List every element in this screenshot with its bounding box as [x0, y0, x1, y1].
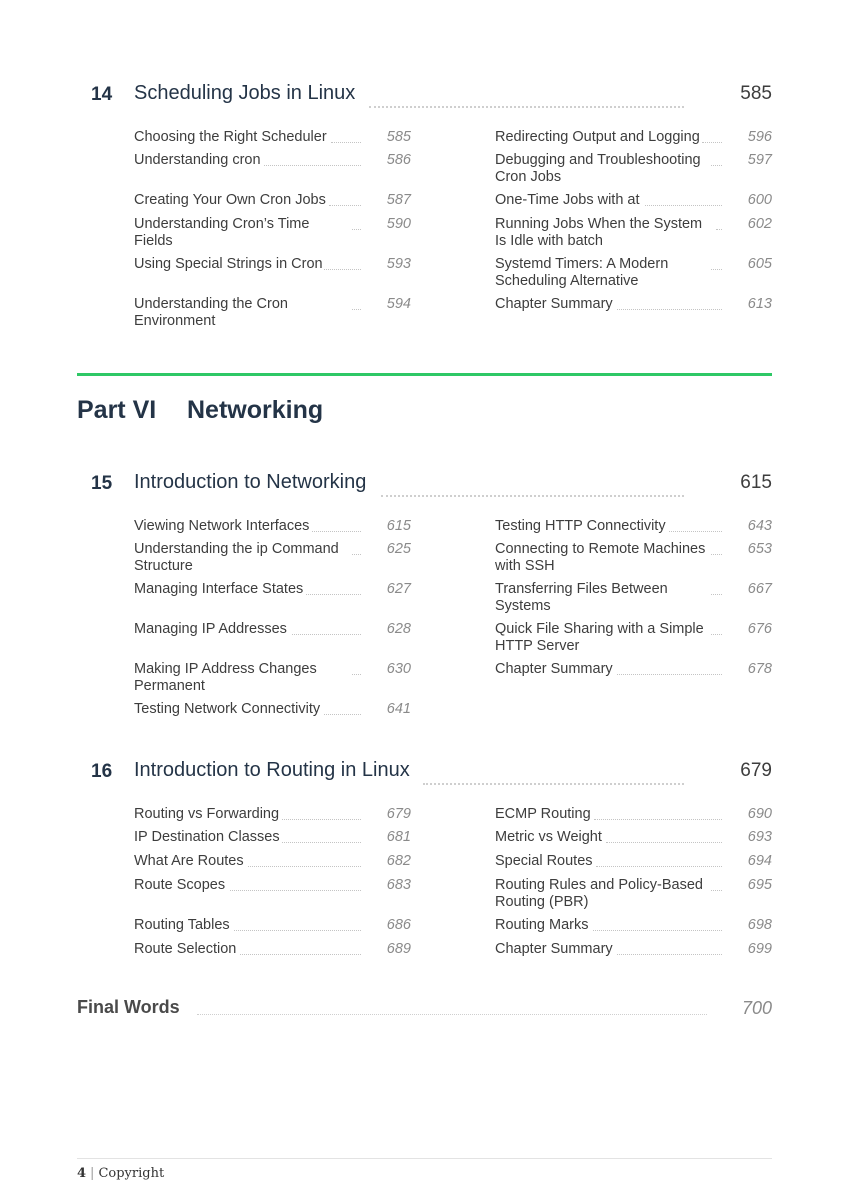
toc-entry[interactable] — [495, 256, 772, 289]
entry-title: Chapter Summary — [495, 941, 613, 957]
entry-title: Debugging and Troubleshooting Cron Jobs — [495, 152, 701, 185]
entry-title: One-Time Jobs with at — [495, 192, 640, 208]
entry-page: 596 — [747, 129, 772, 145]
entry-page: 682 — [386, 853, 411, 869]
entry-page: 627 — [386, 581, 411, 597]
entry-page: 587 — [386, 192, 411, 208]
entry-title: What Are Routes — [134, 853, 244, 869]
part-title: Networking — [187, 396, 324, 424]
entry-page: 586 — [386, 152, 411, 168]
dot-leader — [711, 890, 722, 891]
toc-entry[interactable] — [134, 941, 411, 958]
entry-page: 615 — [386, 518, 411, 534]
entry-title: Testing HTTP Connectivity — [495, 518, 666, 534]
page-footer — [77, 1166, 164, 1181]
toc-entry[interactable] — [495, 129, 772, 146]
toc-entry[interactable] — [134, 296, 411, 329]
entry-page: 667 — [747, 581, 772, 597]
entry-page: 678 — [747, 661, 772, 677]
entry-page: 643 — [747, 518, 772, 534]
dot-leader — [352, 309, 361, 310]
entry-title: Routing vs Forwarding — [134, 806, 280, 822]
chapter-15 — [77, 471, 772, 717]
entry-page: 625 — [386, 541, 411, 557]
dot-leader — [381, 495, 684, 497]
entry-page: 630 — [386, 661, 411, 677]
chapter-title: Introduction to Routing in Linux — [134, 759, 410, 781]
chapter-page: 585 — [740, 83, 772, 104]
part-label: Part VI — [77, 396, 157, 424]
toc-entry[interactable] — [134, 216, 411, 249]
chapter-number: 16 — [91, 761, 113, 782]
dot-leader — [292, 634, 361, 635]
entry-page: 594 — [386, 296, 411, 312]
dot-leader — [702, 142, 722, 143]
footer-label: Copyright — [98, 1166, 165, 1181]
chapter-page: 679 — [740, 760, 772, 781]
entry-page: 689 — [386, 941, 411, 957]
entry-page: 690 — [747, 806, 772, 822]
entry-page: 593 — [386, 256, 411, 272]
entry-title: Routing Marks — [495, 917, 589, 933]
dot-leader — [593, 930, 722, 931]
dot-leader — [352, 554, 361, 555]
dot-leader — [248, 866, 361, 867]
toc-entry[interactable] — [495, 192, 772, 209]
dot-leader — [324, 714, 361, 715]
entry-title: Chapter Summary — [495, 296, 613, 312]
dot-leader — [596, 866, 722, 867]
toc-entry[interactable] — [495, 621, 772, 654]
dot-leader — [234, 930, 361, 931]
entry-page: 613 — [747, 296, 772, 312]
dot-leader — [716, 229, 722, 230]
chapter-heading[interactable] — [77, 84, 772, 114]
chapter-title: Scheduling Jobs in Linux — [134, 82, 356, 104]
entry-page: 686 — [386, 917, 411, 933]
toc-entry[interactable] — [134, 806, 411, 823]
dot-leader — [352, 229, 361, 230]
toc-entry[interactable] — [134, 192, 411, 209]
chapter-page: 615 — [740, 472, 772, 493]
dot-leader — [617, 674, 722, 675]
dot-leader — [711, 594, 722, 595]
final-words-title: Final Words — [77, 997, 180, 1017]
chapter-14 — [77, 82, 772, 329]
entry-title: Choosing the Right Scheduler — [134, 129, 327, 145]
entry-page: 641 — [386, 701, 411, 717]
toc-entry[interactable] — [134, 581, 411, 598]
toc-entry[interactable] — [134, 853, 411, 870]
dot-leader — [606, 842, 722, 843]
toc-entry[interactable] — [495, 296, 772, 313]
dot-leader — [711, 269, 722, 270]
entry-title: Chapter Summary — [495, 661, 613, 677]
toc-entry[interactable] — [495, 877, 772, 910]
entry-title: Metric vs Weight — [495, 829, 602, 845]
dot-leader — [645, 205, 722, 206]
dot-leader — [230, 890, 361, 891]
entry-page: 653 — [747, 541, 772, 557]
entry-title: Quick File Sharing with a Simple HTTP Server — [495, 621, 704, 654]
entry-title: Understanding the ip Command Structure — [134, 541, 339, 574]
dot-leader — [423, 783, 684, 785]
final-words-entry[interactable] — [77, 997, 772, 1023]
entry-page: 590 — [386, 216, 411, 232]
entry-page: 600 — [747, 192, 772, 208]
chapter-16 — [77, 759, 772, 957]
toc-entry[interactable] — [134, 661, 411, 694]
toc-entry[interactable] — [134, 701, 411, 718]
toc-entry[interactable] — [134, 152, 411, 169]
entry-page: 683 — [386, 877, 411, 893]
entry-page: 694 — [747, 853, 772, 869]
entry-title: Managing IP Addresses — [134, 621, 287, 637]
chapter-heading[interactable] — [77, 473, 772, 503]
entry-title: ECMP Routing — [495, 806, 591, 822]
dot-leader — [282, 842, 361, 843]
entry-title: Understanding Cron’s Time Fields — [134, 216, 310, 249]
toc-entry[interactable] — [495, 541, 772, 574]
footer-divider — [77, 1158, 772, 1159]
dot-leader — [369, 106, 684, 108]
entry-title: Testing Network Connectivity — [134, 701, 321, 717]
dot-leader — [197, 1014, 707, 1015]
chapter-title: Introduction to Networking — [134, 471, 367, 493]
dot-leader — [264, 165, 361, 166]
entry-title: Systemd Timers: A Modern Scheduling Alternative — [495, 256, 669, 289]
part-heading — [77, 396, 323, 425]
chapter-heading[interactable] — [77, 761, 772, 791]
entry-title: Running Jobs When the System Is Idle with batch — [495, 216, 703, 249]
toc-entry[interactable] — [495, 152, 772, 185]
entry-title: Special Routes — [495, 853, 593, 869]
entry-page: 676 — [747, 621, 772, 637]
dot-leader — [240, 954, 361, 955]
toc-entry[interactable] — [134, 541, 411, 574]
toc-entry[interactable] — [495, 661, 772, 678]
toc-entry[interactable] — [134, 518, 411, 535]
dot-leader — [617, 954, 722, 955]
entry-page: 602 — [747, 216, 772, 232]
dot-leader — [594, 819, 722, 820]
toc-entry[interactable] — [134, 829, 411, 846]
dot-leader — [711, 634, 722, 635]
entry-title: Transferring Files Between Systems — [495, 581, 668, 614]
entry-title: Understanding the Cron Environment — [134, 296, 288, 329]
toc-entry[interactable] — [495, 829, 772, 846]
entry-page: 693 — [747, 829, 772, 845]
toc-entry[interactable] — [495, 806, 772, 823]
dot-leader — [282, 819, 361, 820]
entry-title: Routing Rules and Policy-Based Routing (PBR) — [495, 877, 703, 910]
chapter-number: 15 — [91, 473, 113, 494]
entry-title: Viewing Network Interfaces — [134, 518, 310, 534]
entry-title: Route Selection — [134, 941, 237, 957]
entry-title: Routing Tables — [134, 917, 230, 933]
footer-page-number: 4 — [77, 1166, 87, 1181]
toc-entry[interactable] — [134, 877, 411, 894]
dot-leader — [352, 674, 361, 675]
dot-leader — [312, 531, 361, 532]
toc-entry[interactable] — [134, 129, 411, 146]
toc-entry[interactable] — [495, 917, 772, 934]
toc-entry[interactable] — [495, 518, 772, 535]
entry-title: Route Scopes — [134, 877, 226, 893]
toc-entry[interactable] — [495, 853, 772, 870]
entry-title: Redirecting Output and Logging — [495, 129, 700, 145]
toc-entry[interactable] — [134, 917, 411, 934]
dot-leader — [617, 309, 722, 310]
final-words-page: 700 — [741, 998, 772, 1018]
entry-page: 681 — [386, 829, 411, 845]
toc-entry[interactable] — [134, 256, 411, 273]
entry-page: 585 — [386, 129, 411, 145]
dot-leader — [711, 165, 722, 166]
entry-title: Using Special Strings in Cron — [134, 256, 323, 272]
entry-page: 699 — [747, 941, 772, 957]
toc-entry[interactable] — [134, 621, 411, 638]
entry-page: 698 — [747, 917, 772, 933]
footer-separator: | — [90, 1166, 95, 1181]
entry-title: Creating Your Own Cron Jobs — [134, 192, 326, 208]
entry-page: 628 — [386, 621, 411, 637]
dot-leader — [669, 531, 722, 532]
dot-leader — [331, 142, 361, 143]
entry-title: Managing Interface States — [134, 581, 304, 597]
dot-leader — [324, 269, 361, 270]
entry-page: 679 — [386, 806, 411, 822]
entry-page: 597 — [747, 152, 772, 168]
dot-leader — [306, 594, 361, 595]
entry-title: Making IP Address Changes Permanent — [134, 661, 317, 694]
dot-leader — [711, 554, 722, 555]
entry-title: Connecting to Remote Machines with SSH — [495, 541, 706, 574]
entry-title: Understanding cron — [134, 152, 261, 168]
toc-entry[interactable] — [495, 216, 772, 249]
part-divider — [77, 373, 772, 376]
entry-title: IP Destination Classes — [134, 829, 280, 845]
chapter-number: 14 — [91, 84, 113, 105]
entry-page: 695 — [747, 877, 772, 893]
toc-entry[interactable] — [495, 581, 772, 614]
entry-page: 605 — [747, 256, 772, 272]
toc-entry[interactable] — [495, 941, 772, 958]
dot-leader — [329, 205, 361, 206]
